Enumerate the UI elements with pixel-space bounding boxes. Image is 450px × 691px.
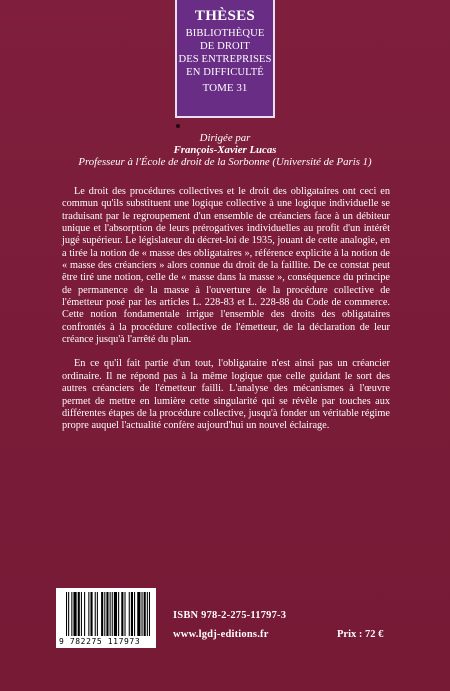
barcode-bar bbox=[84, 592, 85, 636]
barcode-bar bbox=[131, 592, 133, 636]
barcode bbox=[56, 588, 156, 648]
direction-label: Dirigée par bbox=[199, 132, 251, 144]
price: Prix : 72 € bbox=[337, 629, 384, 640]
barcode-bar bbox=[73, 592, 76, 636]
series-line-3: DES ENTREPRISES bbox=[178, 54, 272, 65]
decorative-dot bbox=[176, 124, 180, 128]
barcode-bar bbox=[101, 592, 103, 636]
barcode-bar bbox=[95, 592, 96, 636]
barcode-bars bbox=[66, 592, 150, 636]
barcode-digits: 9 782275 117973 bbox=[59, 637, 141, 646]
barcode-bar bbox=[66, 592, 67, 636]
barcode-bar bbox=[121, 592, 123, 636]
barcode-bar bbox=[144, 592, 146, 636]
barcode-bar bbox=[78, 592, 80, 636]
barcode-bar bbox=[97, 592, 98, 636]
barcode-bar bbox=[71, 592, 72, 636]
barcode-bar bbox=[104, 592, 105, 636]
isbn: ISBN 978-2-275-11797-3 bbox=[173, 610, 287, 621]
series-line-2: DE DROIT bbox=[200, 41, 250, 52]
barcode-bar bbox=[88, 592, 89, 636]
direction-block bbox=[0, 132, 450, 168]
summary-text bbox=[62, 186, 390, 445]
barcode-bar bbox=[147, 592, 148, 636]
barcode-bar bbox=[124, 592, 125, 636]
barcode-bar bbox=[81, 592, 82, 636]
barcode-bar bbox=[141, 592, 142, 636]
barcode-bar bbox=[137, 592, 140, 636]
barcode-bar bbox=[106, 592, 108, 636]
barcode-bar bbox=[114, 592, 117, 636]
summary-paragraph-1: Le droit des procédures collectives et le droit des obligataires ont ceci en commun qu'ils substituent une logique collective à une logique individuelle se traduisant par le regroupement d'un ensemble de créanciers face à un débiteur unique et l'absorption de leurs prérogatives individuelles au profit d'un intérêt jugé supérieur. Le législateur du décret-loi de 1935, jouant de cette analogie, en a tirée la notion de « masse des obligataires », référence explicite à la notion de « masse des créanciers » alors connue du droit de la faillite. De ce constat peut être tiré une notion, celle de « masse dans la masse », conséquence du principe de permanence de la masse à l'ouverture de la procédure collective de l'émetteur posé par les articles L. 228-83 et L. 228-88 du Code de commerce. Cette notion fondamentale irrigue l'ensemble des droits des obligataires confrontés à la procédure collective de l'émetteur, de la déclaration de leur créance jusqu'à l'arrêté du plan. bbox=[62, 186, 390, 346]
barcode-bar bbox=[112, 592, 113, 636]
barcode-bar bbox=[110, 592, 111, 636]
series-line-1: BIBLIOTHÈQUE bbox=[185, 28, 265, 39]
series-tome: TOME 31 bbox=[202, 82, 248, 94]
publisher-website: www.lgdj-editions.fr bbox=[173, 629, 269, 640]
barcode-bar bbox=[149, 592, 150, 636]
series-title: THÈSES bbox=[194, 8, 256, 24]
barcode-bar bbox=[90, 592, 92, 636]
summary-paragraph-2: En ce qu'il fait partie d'un tout, l'obligataire n'est ainsi pas un créancier ordinaire. Il ne répond pas à la même logique que celle guidant le sort des autres créanciers de l'émetteur failli. L'analyse des mécanismes à l'œuvre permet de mettre en lumière cette singularité qui se révèle par touches aux différentes étapes de la procédure collective, jusqu'à fonder un véritable régime propre auquel l'actualité confère aujourd'hui un nouvel éclairage. bbox=[62, 358, 390, 432]
director-name: François-Xavier Lucas bbox=[173, 144, 277, 156]
series-line-4: EN DIFFICULTÉ bbox=[186, 67, 264, 78]
barcode-bar bbox=[68, 592, 69, 636]
director-affiliation: Professeur à l'École de droit de la Sorbonne (Université de Paris 1) bbox=[78, 156, 372, 168]
barcode-bar bbox=[129, 592, 130, 636]
barcode-bar bbox=[134, 592, 135, 636]
series-box bbox=[175, 0, 275, 118]
barcode-bar bbox=[118, 592, 119, 636]
